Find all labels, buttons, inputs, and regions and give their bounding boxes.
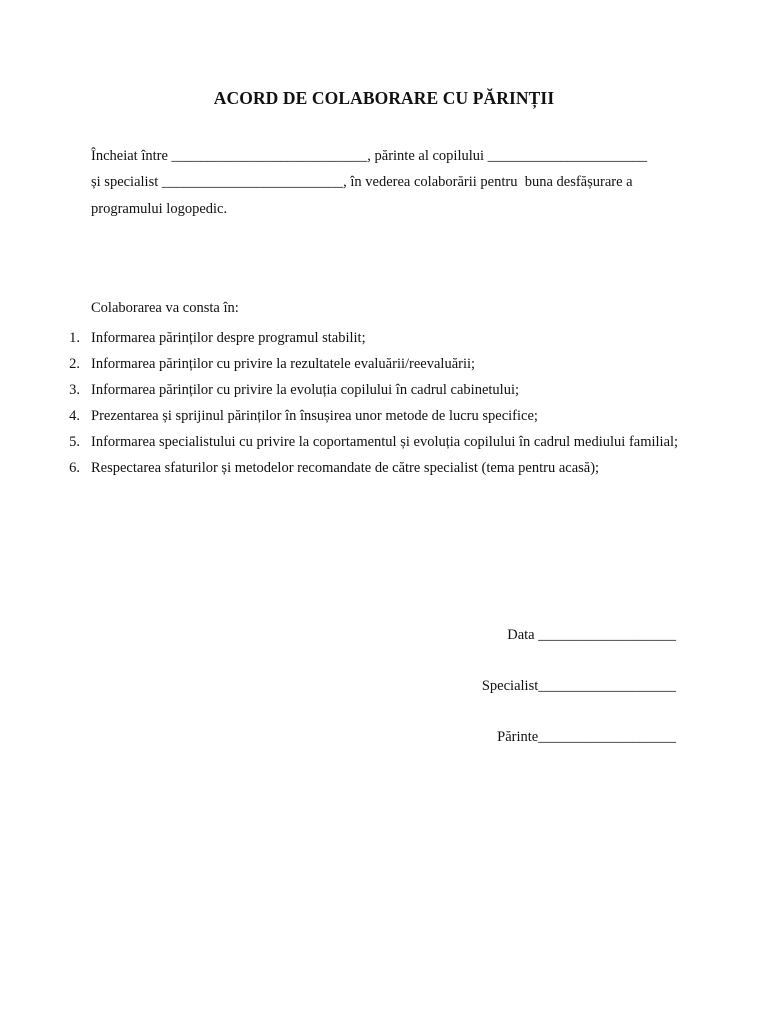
intro-line-2: și specialist _________________________, în vederea colaborării pentru buna desfășurare a xyxy=(91,174,633,190)
list-lead: Colaborarea va consta în: xyxy=(91,300,239,316)
signature-specialist-line: Specialist___________________ xyxy=(481,678,676,694)
list-item-text: Informarea părinților despre programul stabilit; xyxy=(91,330,366,346)
list-item xyxy=(0,351,768,377)
signature-parent-line: Părinte___________________ xyxy=(497,729,676,745)
list-item-number: 3. xyxy=(69,382,80,398)
list-item xyxy=(0,455,768,481)
list-item-number: 2. xyxy=(69,356,80,372)
list-item xyxy=(0,377,768,403)
list-item-number: 6. xyxy=(69,460,80,476)
intro-line-3: programului logopedic. xyxy=(91,201,228,217)
signature-date-line: Data ___________________ xyxy=(507,627,676,643)
list-item xyxy=(0,325,768,351)
list-item-number: 5. xyxy=(69,434,80,450)
list-item xyxy=(0,403,768,429)
list-item-text: Informarea părinților cu privire la rezultatele evaluării/reevaluării; xyxy=(91,356,476,372)
list-item-number: 1. xyxy=(69,330,80,346)
list-item-text: Respectarea sfaturilor și metodelor recomandate de către specialist (tema pentru acasă); xyxy=(91,460,600,476)
list-item-text: Informarea specialistului cu privire la coportamentul și evoluția copilului în cadrul mediului familial; xyxy=(91,434,679,450)
intro-line-1: Încheiat între ___________________________, părinte al copilului ______________________ xyxy=(91,148,648,164)
list-item-number: 4. xyxy=(69,408,80,424)
list-item-text: Prezentarea și sprijinul părinților în însușirea unor metode de lucru specifice; xyxy=(91,408,538,424)
document-title: ACORD DE COLABORARE CU PĂRINȚII xyxy=(213,88,555,108)
list-item xyxy=(0,429,768,455)
list-item-text: Informarea părinților cu privire la evoluția copilului în cadrul cabinetului; xyxy=(91,382,519,398)
collaboration-list xyxy=(0,325,768,481)
